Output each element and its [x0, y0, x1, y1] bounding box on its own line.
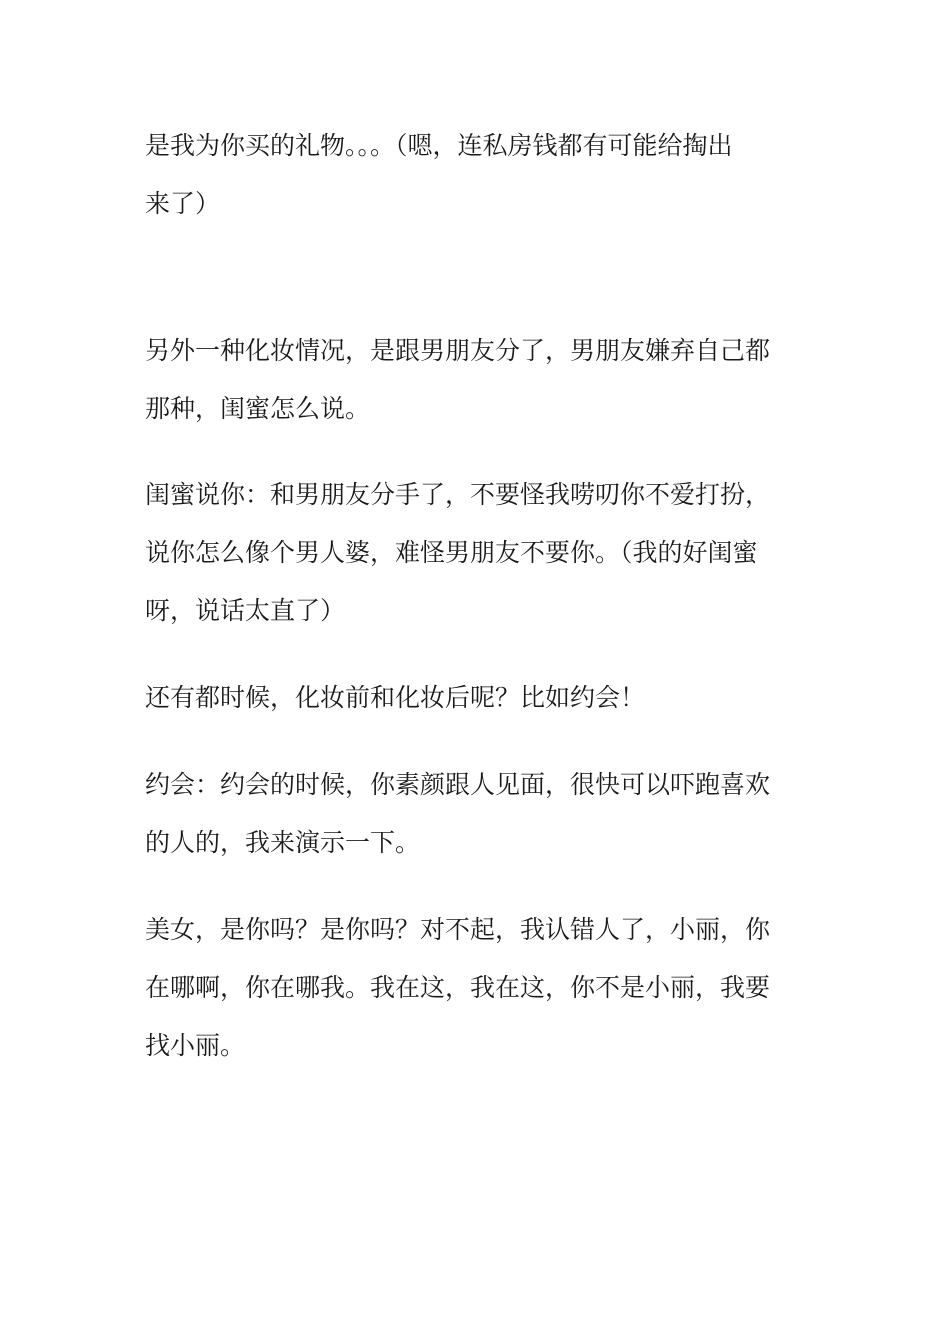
text-line: 说你怎么像个男人婆，难怪男朋友不要你。（我的好闺蜜	[145, 538, 758, 567]
text-line: 那种，闺蜜怎么说。	[145, 394, 371, 423]
text-line: 呀，说话太直了）	[145, 596, 346, 625]
paragraph-breakup	[145, 322, 790, 438]
paragraph-dating-question	[145, 669, 790, 727]
text-line: 的人的，我来演示一下。	[145, 828, 421, 857]
text-line: 另外一种化妆情况，是跟男朋友分了，男朋友嫌弃自己都	[145, 336, 771, 365]
paragraph-gift	[145, 117, 790, 233]
text-line: 还有都时候，化妆前和化妆后呢？比如约会！	[145, 683, 646, 712]
text-line: 在哪啊，你在哪我。我在这，我在这，你不是小丽，我要	[145, 973, 771, 1002]
text-line: 找小丽。	[145, 1031, 246, 1060]
text-line: 闺蜜说你：和男朋友分手了，不要怪我唠叨你不爱打扮，	[145, 480, 771, 509]
text-line: 来了）	[145, 189, 221, 218]
paragraph-demo	[145, 901, 790, 1075]
text-line: 约会：约会的时候，你素颜跟人见面，很快可以吓跑喜欢	[145, 770, 771, 799]
paragraph-bestie-says	[145, 466, 790, 640]
text-line: 是我为你买的礼物。。。（嗯，连私房钱都有可能给掏出	[145, 131, 733, 160]
paragraph-dating	[145, 756, 790, 872]
text-line: 美女，是你吗？是你吗？对不起，我认错人了，小丽，你	[145, 915, 771, 944]
